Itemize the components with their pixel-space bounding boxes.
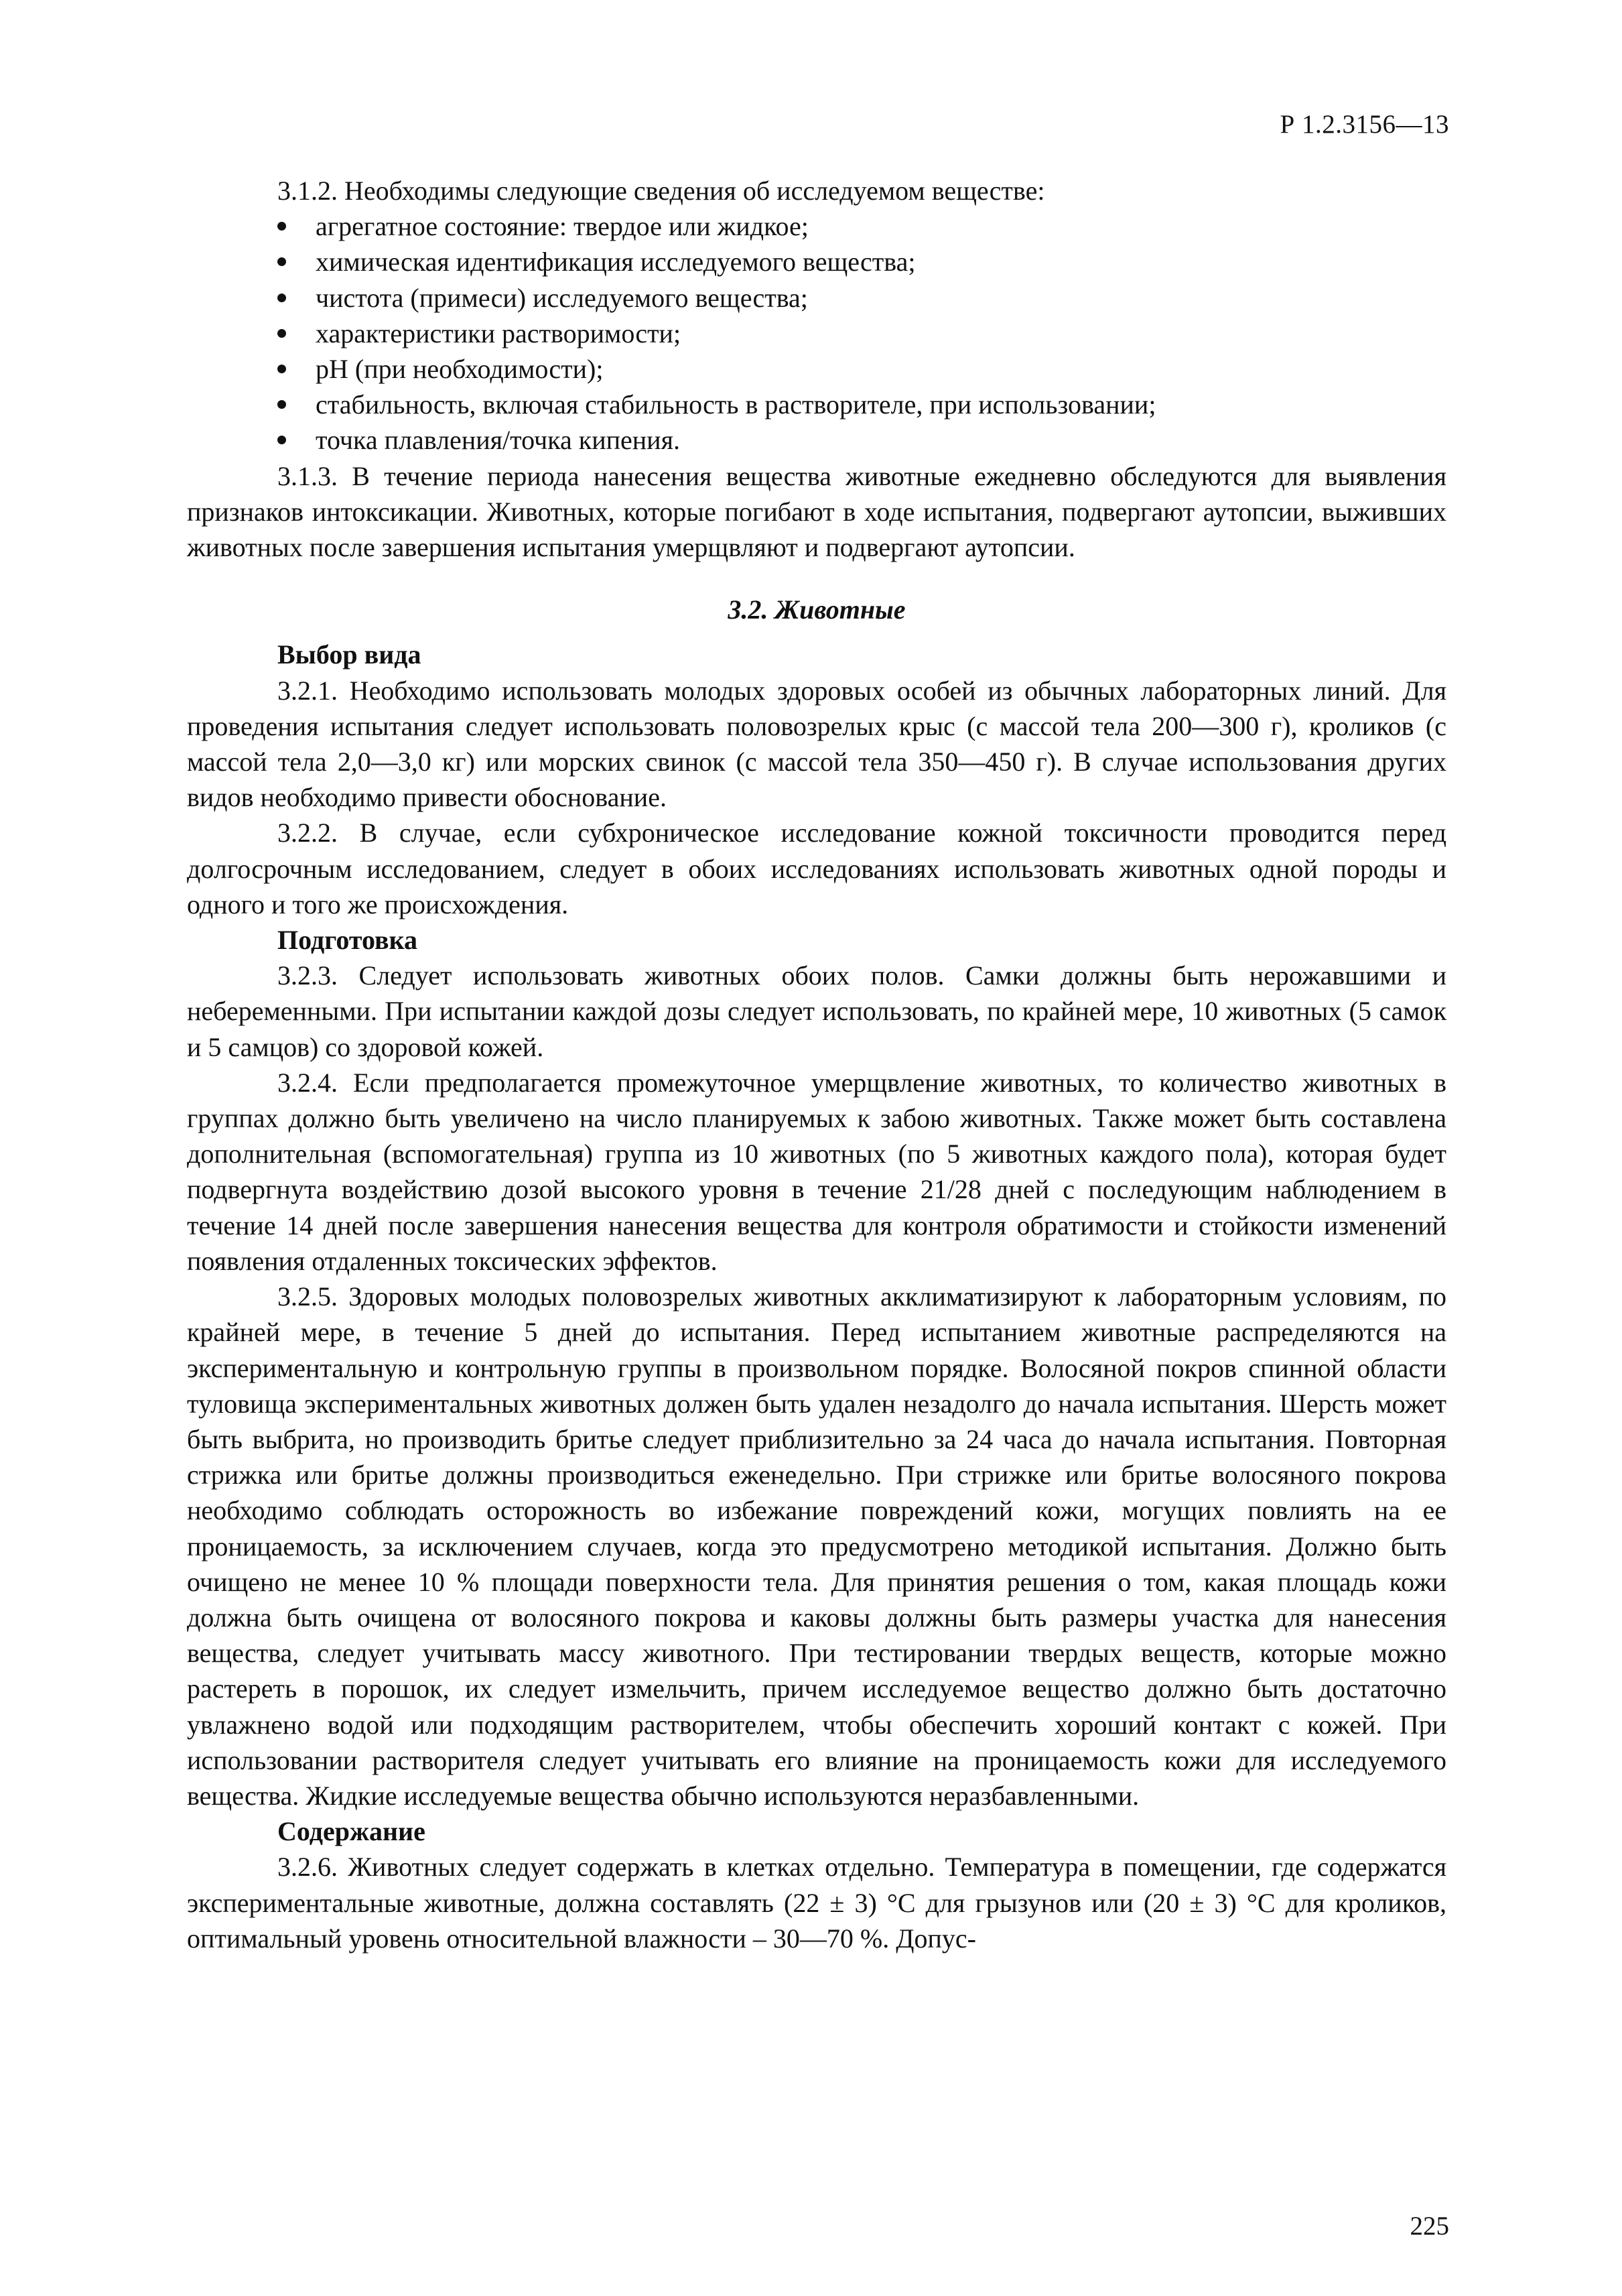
paragraph-3-1-2: 3.1.2. Необходимы следующие сведения об исследуемом веществе: xyxy=(277,176,1045,206)
bullet-icon xyxy=(277,436,286,444)
list-item-text: характеристики растворимости; xyxy=(316,318,681,348)
section-title: 3.2. Животные xyxy=(728,594,906,625)
list-item xyxy=(277,387,1446,422)
page-body xyxy=(187,173,1446,1956)
bullet-icon xyxy=(277,329,286,338)
paragraph-3-2-5: 3.2.5. Здоровых молодых половозрелых животных акклиматизируют к лабораторным условиям, по крайней мере, в течение 5 дней до испытания. Перед испытанием животные распределяются на экспериментальную и контрольную группы в произвольном порядке. Волосяной покров спинной области туловища экспериментальных животных должен быть удален незадолго до начала испытания. Шерсть может быть выбрита, но производить бритье следует приблизительно за 24 часа до начала испытания. Повторная стрижка или бритье должны производиться еженедельно. При стрижке или бритье волосяного покрова необходимо соблюдать осторожность во избежание повреждений кожи, могущих повлиять на ее проницаемость, за исключением случаев, когда это предусмотрено методикой испытания. Должно быть очищено не менее 10 % площади поверхности тела. Для принятия решения о том, какая площадь кожи должна быть очищена от волосяного покрова и каковы должны быть размеры участка для нанесения вещества, следует учитывать массу животного. При тестировании твердых веществ, которые можно растереть в порошок, их следует измельчить, причем исследуемое вещество должно быть достаточно увлажнено водой или подходящим растворителем, чтобы обеспечить хороший контакт с кожей. При использовании растворителя следует учитывать его влияние на проницаемость кожи для исследуемого вещества. Жидкие исследуемые вещества обычно используются неразбавленными. xyxy=(187,1281,1446,1811)
list-item xyxy=(277,244,1446,279)
subheading-preparation: Подготовка xyxy=(277,925,418,956)
paragraph-3-2-4: 3.2.4. Если предполагается промежуточное умерщвление животных, то количество животных в группах должно быть увеличено на число планируемых к забою животных. Также может быть составлена дополнительная (вспомогательная) группа из 10 животных (по 5 животных каждого пола), которая будет подвергнута воздействию дозой высокого уровня в течение 21/28 дней с последующим наблюдением в течение 14 дней после завершения нанесения вещества для контроля обратимости и стойкости изменений появления отдаленных токсических эффектов. xyxy=(187,1067,1446,1276)
list-item-text: химическая идентификация исследуемого вещества; xyxy=(316,247,916,277)
subheading-species: Выбор вида xyxy=(277,639,421,670)
list-item xyxy=(277,280,1446,316)
list-item-text: агрегатное состояние: твердое или жидкое; xyxy=(316,211,809,242)
list-item xyxy=(277,351,1446,387)
document-code: Р 1.2.3156—13 xyxy=(1280,110,1449,139)
page-number: 225 xyxy=(1410,2212,1449,2240)
paragraph-3-2-3: 3.2.3. Следует использовать животных обоих полов. Самки должны быть нерожавшими и небеременными. При испытании каждой дозы следует использовать, по крайней мере, 10 животных (5 самок и 5 самцов) со здоровой кожей. xyxy=(187,960,1446,1062)
paragraph-3-2-2: 3.2.2. В случае, если субхроническое исследование кожной токсичности проводится перед долгосрочным исследованием, следует в обоих исследованиях использовать животных одной породы и одного и того же происхождения. xyxy=(187,818,1446,919)
bullet-icon xyxy=(277,257,286,266)
list-item-text: чистота (примеси) исследуемого вещества; xyxy=(316,282,808,313)
paragraph-3-2-6: 3.2.6. Животных следует содержать в клетках отдельно. Температура в помещении, где содержатся экспериментальные животные, должна составлять (22 ± 3) °С для грызунов или (20 ± 3) °С для кроликов, оптимальный уровень относительной влажности – 30—70 %. Допус- xyxy=(187,1852,1446,1954)
list-item xyxy=(277,208,1446,244)
bullet-icon xyxy=(277,365,286,373)
required-info-list xyxy=(187,208,1446,458)
paragraph-3-2-1: 3.2.1. Необходимо использовать молодых здоровых особей из обычных лабораторных линий. Для проведения испытания следует использовать половозрелых крыс (с массой тела 200—300 г), кроликов (с массой тела 2,0—3,0 кг) или морских свинок (с массой тела 350—450 г). В случае использования других видов необходимо привести обоснование. xyxy=(187,675,1446,813)
paragraph-3-1-3: 3.1.3. В течение периода нанесения вещества животные ежедневно обследуются для выявления признаков интоксикации. Животных, которые погибают в ходе испытания, подвергают аутопсии, выживших животных после завершения испытания умерщвляют и подвергают аутопсии. xyxy=(187,460,1446,563)
bullet-icon xyxy=(277,400,286,409)
subheading-housing: Содержание xyxy=(277,1816,425,1847)
bullet-icon xyxy=(277,222,286,231)
list-item xyxy=(277,422,1446,458)
list-item xyxy=(277,316,1446,351)
bullet-icon xyxy=(277,294,286,302)
list-item-text: стабильность, включая стабильность в растворителе, при использовании; xyxy=(316,389,1156,420)
list-item-text: точка плавления/точка кипения. xyxy=(316,425,680,456)
list-item-text: pH (при необходимости); xyxy=(316,354,604,385)
